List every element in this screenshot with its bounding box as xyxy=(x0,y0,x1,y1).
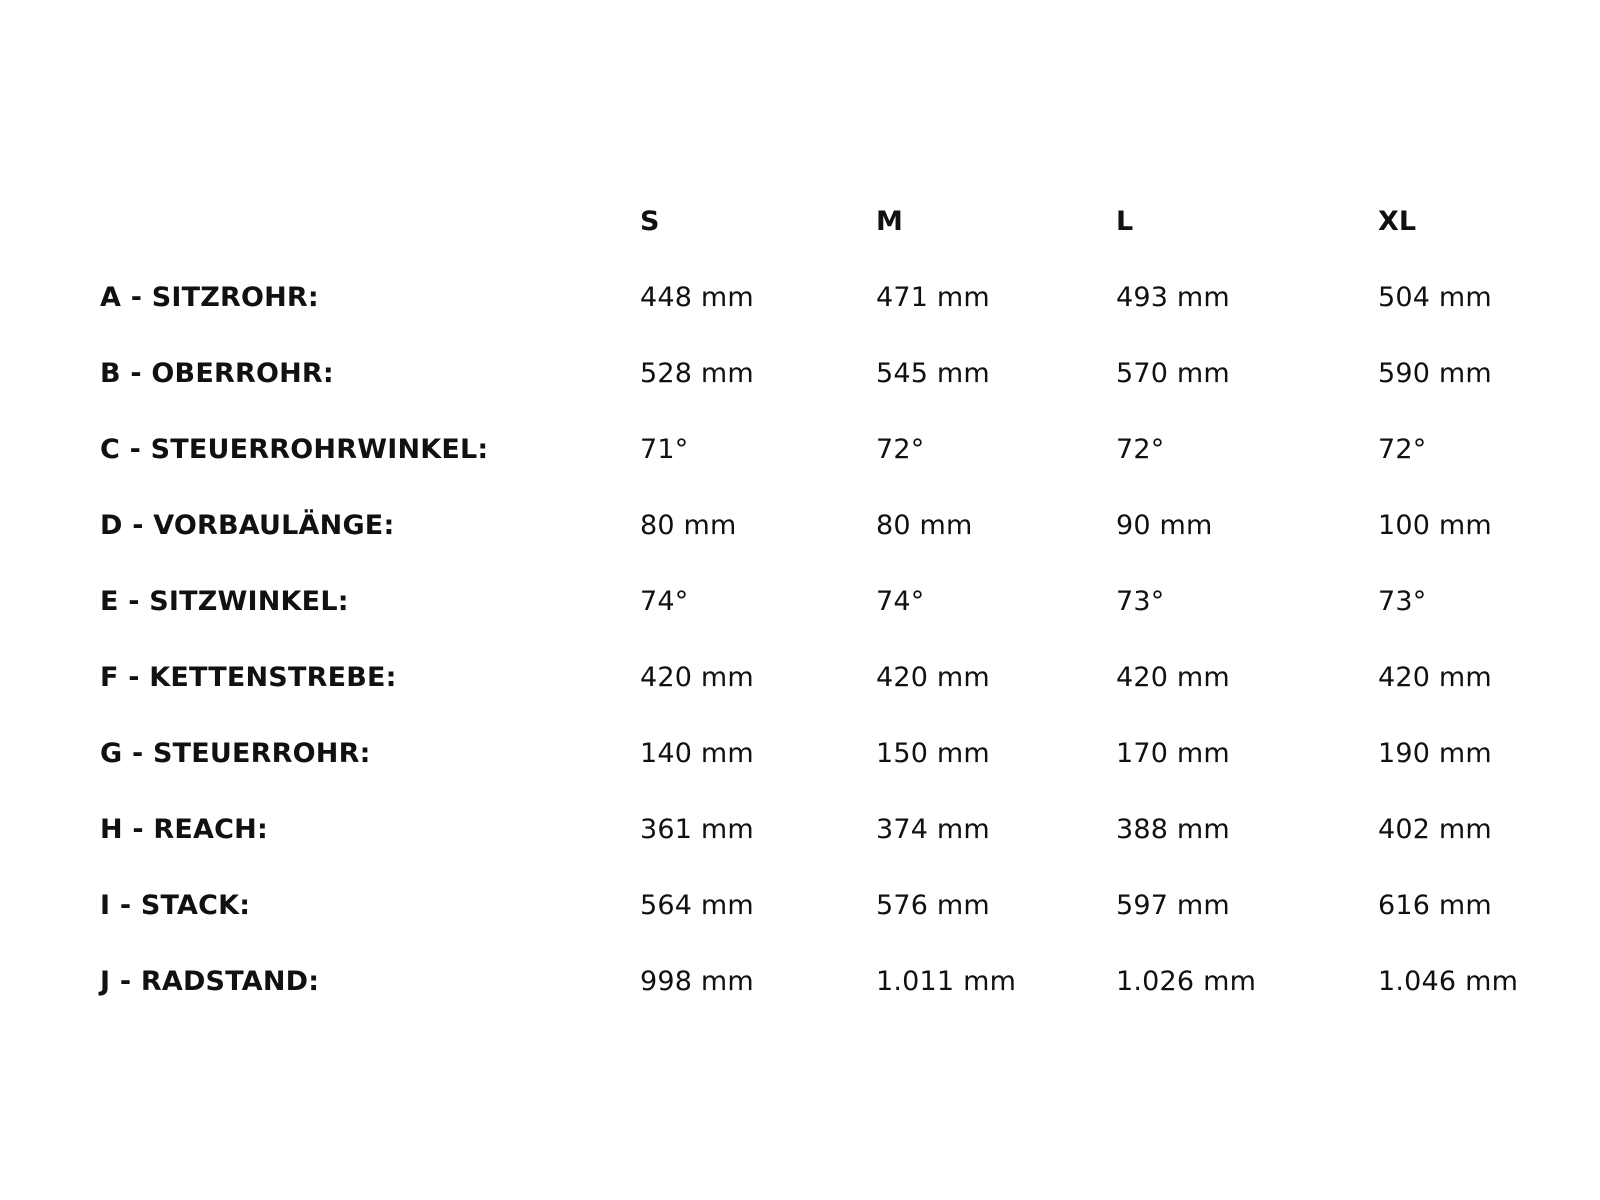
value-s: 71° xyxy=(640,434,689,465)
value-m: 74° xyxy=(876,586,925,617)
row-label: F - KETTENSTREBE: xyxy=(100,662,397,693)
value-xl: 590 mm xyxy=(1378,358,1492,389)
table-row xyxy=(0,354,1600,394)
row-label: J - RADSTAND: xyxy=(100,966,320,997)
table-row xyxy=(0,810,1600,850)
value-m: 374 mm xyxy=(876,814,990,845)
value-m: 150 mm xyxy=(876,738,990,769)
value-s: 420 mm xyxy=(640,662,754,693)
value-xl: 72° xyxy=(1378,434,1427,465)
size-header-row xyxy=(0,202,1600,242)
row-label: D - VORBAULÄNGE: xyxy=(100,510,395,541)
value-xl: 402 mm xyxy=(1378,814,1492,845)
value-l: 388 mm xyxy=(1116,814,1230,845)
value-xl: 1.046 mm xyxy=(1378,966,1519,997)
table-row xyxy=(0,734,1600,774)
value-s: 998 mm xyxy=(640,966,754,997)
table-row xyxy=(0,962,1600,1002)
value-l: 90 mm xyxy=(1116,510,1213,541)
value-l: 1.026 mm xyxy=(1116,966,1257,997)
table-row xyxy=(0,506,1600,546)
value-xl: 504 mm xyxy=(1378,282,1492,313)
value-l: 570 mm xyxy=(1116,358,1230,389)
value-m: 471 mm xyxy=(876,282,990,313)
row-label: C - STEUERROHRWINKEL: xyxy=(100,434,489,465)
value-m: 1.011 mm xyxy=(876,966,1017,997)
row-label: G - STEUERROHR: xyxy=(100,738,371,769)
value-m: 576 mm xyxy=(876,890,990,921)
value-l: 72° xyxy=(1116,434,1165,465)
value-s: 564 mm xyxy=(640,890,754,921)
size-header-s: S xyxy=(640,206,660,237)
table-row xyxy=(0,658,1600,698)
table-row xyxy=(0,278,1600,318)
value-s: 80 mm xyxy=(640,510,737,541)
row-label: A - SITZROHR: xyxy=(100,282,319,313)
value-xl: 616 mm xyxy=(1378,890,1492,921)
value-xl: 190 mm xyxy=(1378,738,1492,769)
value-s: 448 mm xyxy=(640,282,754,313)
row-label: B - OBERROHR: xyxy=(100,358,334,389)
size-header-m: M xyxy=(876,206,903,237)
value-l: 597 mm xyxy=(1116,890,1230,921)
value-xl: 420 mm xyxy=(1378,662,1492,693)
value-m: 80 mm xyxy=(876,510,973,541)
value-l: 73° xyxy=(1116,586,1165,617)
value-xl: 100 mm xyxy=(1378,510,1492,541)
table-row xyxy=(0,430,1600,470)
size-header-l: L xyxy=(1116,206,1134,237)
row-label: I - STACK: xyxy=(100,890,251,921)
row-label: E - SITZWINKEL: xyxy=(100,586,349,617)
value-l: 420 mm xyxy=(1116,662,1230,693)
value-m: 420 mm xyxy=(876,662,990,693)
value-m: 72° xyxy=(876,434,925,465)
table-row xyxy=(0,886,1600,926)
value-s: 74° xyxy=(640,586,689,617)
value-s: 528 mm xyxy=(640,358,754,389)
value-s: 361 mm xyxy=(640,814,754,845)
value-l: 170 mm xyxy=(1116,738,1230,769)
table-row xyxy=(0,582,1600,622)
value-m: 545 mm xyxy=(876,358,990,389)
size-header-xl: XL xyxy=(1378,206,1417,237)
value-s: 140 mm xyxy=(640,738,754,769)
row-label: H - REACH: xyxy=(100,814,268,845)
value-l: 493 mm xyxy=(1116,282,1230,313)
value-xl: 73° xyxy=(1378,586,1427,617)
